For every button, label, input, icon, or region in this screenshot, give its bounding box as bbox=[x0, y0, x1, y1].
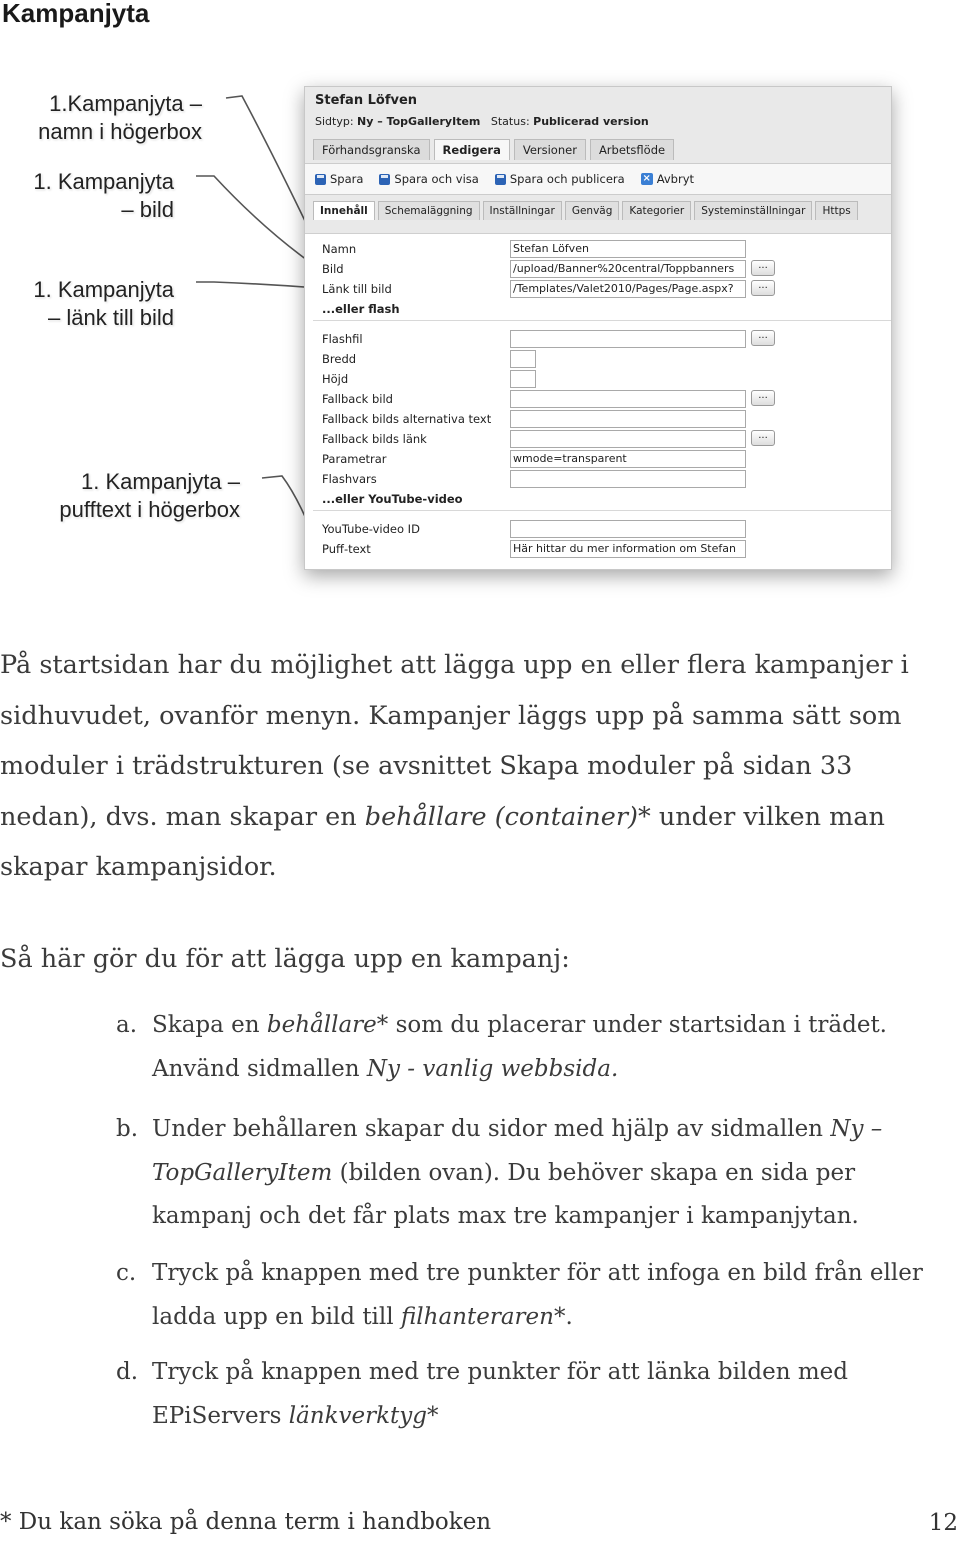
field-label: Puff-text bbox=[322, 542, 371, 556]
field-row-flashfile bbox=[305, 330, 891, 350]
text-run: Tryck på knappen med tre punkter för att infoga en bild från eller ladda upp en bild till bbox=[152, 1260, 923, 1330]
text-run: Under behållaren skapar du sidor med hjälp av sidmallen bbox=[152, 1116, 831, 1142]
image-link-input[interactable]: /Templates/Valet2010/Pages/Page.aspx? bbox=[510, 280, 746, 298]
page-owner-name: Stefan Löfven bbox=[315, 93, 418, 108]
page-number: 12 bbox=[928, 1510, 958, 1536]
close-icon: × bbox=[642, 173, 651, 184]
steps-heading: Så här gör du för att lägga upp en kampanj: bbox=[0, 944, 570, 974]
field-label: Länk till bild bbox=[322, 282, 392, 296]
divider bbox=[313, 320, 891, 321]
section-label: ...eller YouTube-video bbox=[322, 492, 463, 506]
name-input[interactable]: Stefan Löfven bbox=[510, 240, 746, 258]
emphasis: Ny – TopGalleryItem bbox=[152, 1116, 883, 1186]
field-label: Höjd bbox=[322, 372, 349, 386]
save-button[interactable] bbox=[315, 172, 363, 186]
content-tabs bbox=[313, 201, 861, 220]
save-label: Spara bbox=[330, 172, 364, 186]
callout-line: – bild bbox=[121, 197, 174, 222]
tab-settings[interactable]: Inställningar bbox=[483, 201, 562, 220]
emphasis: Ny - vanlig webbsida. bbox=[366, 1055, 619, 1082]
field-label: Parametrar bbox=[322, 452, 387, 466]
browse-flashfile-button[interactable]: ... bbox=[751, 330, 775, 346]
field-label: Flashfil bbox=[322, 332, 363, 346]
emphasis: länkverktyg* bbox=[288, 1402, 439, 1429]
page-heading: Kampanjyta bbox=[2, 0, 150, 28]
field-row-youtube bbox=[305, 520, 891, 540]
field-row-height bbox=[305, 370, 891, 390]
callout-line: pufftext i högerbox bbox=[59, 497, 240, 522]
save-and-publish-button[interactable] bbox=[495, 172, 625, 186]
flashfile-input[interactable] bbox=[510, 330, 746, 348]
step-letter: b. bbox=[116, 1116, 139, 1142]
field-label: Fallback bild bbox=[322, 392, 393, 406]
text-run: Skapa en bbox=[152, 1012, 267, 1038]
cancel-label: Avbryt bbox=[656, 172, 695, 186]
field-label: Bild bbox=[322, 262, 344, 276]
field-row-width bbox=[305, 350, 891, 370]
parameters-input[interactable]: wmode=transparent bbox=[510, 450, 746, 468]
footnote: * Du kan söka på denna term i handboken bbox=[0, 1509, 492, 1535]
fallback-image-input[interactable] bbox=[510, 390, 746, 408]
tab-https[interactable]: Https bbox=[815, 201, 857, 220]
tab-scheduling[interactable]: Schemaläggning bbox=[378, 201, 480, 220]
field-label: Bredd bbox=[322, 352, 357, 366]
field-row-name bbox=[305, 240, 891, 260]
text-run: * som du placerar under startsidan i trädet. Använd sidmallen bbox=[152, 1012, 887, 1082]
text-run: * under vilken man skapar kampanjsidor. bbox=[0, 801, 885, 882]
text-run: *. bbox=[553, 1303, 573, 1330]
save-and-view-button[interactable] bbox=[379, 172, 478, 186]
field-row-fallback-image bbox=[305, 390, 891, 410]
save-icon bbox=[379, 174, 390, 185]
field-label: Namn bbox=[322, 242, 357, 256]
status-label: Status: bbox=[490, 115, 530, 128]
youtube-id-input[interactable] bbox=[510, 520, 746, 538]
height-input[interactable] bbox=[510, 370, 536, 388]
action-toolbar bbox=[305, 163, 891, 195]
tab-versions[interactable]: Versioner bbox=[514, 139, 586, 160]
browse-link-button[interactable]: ... bbox=[751, 280, 775, 296]
tab-shortcut[interactable]: Genväg bbox=[565, 201, 620, 220]
field-label: Flashvars bbox=[322, 472, 377, 486]
intro-paragraph bbox=[0, 640, 930, 893]
emphasis: filhanteraren bbox=[400, 1303, 554, 1330]
fallback-alt-input[interactable] bbox=[510, 410, 746, 428]
browse-image-button[interactable]: ... bbox=[751, 260, 775, 276]
field-label: YouTube-video ID bbox=[322, 522, 420, 536]
field-label: Fallback bilds länk bbox=[322, 432, 427, 446]
tab-system-settings[interactable]: Systeminställningar bbox=[694, 201, 812, 220]
callout-line: 1.Kampanjyta – bbox=[49, 91, 202, 116]
callout-line: – länk till bild bbox=[48, 305, 174, 330]
section-label: ...eller flash bbox=[322, 302, 400, 316]
save-icon bbox=[495, 174, 506, 185]
cancel-button[interactable] bbox=[641, 172, 694, 186]
page-type-value: Ny – TopGalleryItem bbox=[357, 115, 481, 128]
tab-preview[interactable]: Förhandsgranska bbox=[313, 139, 430, 160]
connector-link bbox=[196, 282, 318, 288]
save-and-publish-label: Spara och publicera bbox=[509, 172, 625, 186]
tab-categories[interactable]: Kategorier bbox=[622, 201, 691, 220]
browse-fallback-link-button[interactable]: ... bbox=[751, 430, 775, 446]
callout-line: namn i högerbox bbox=[38, 119, 202, 144]
text-run: På startsidan har du möjlighet att lägga upp en eller flera kampanjer i sidhuvudet, ovanför menyn. Kampanjer läggs upp på samma sätt som moduler i trädstrukturen (se avsnittet Skapa moduler på sidan 33 nedan), dvs. man skapar en bbox=[0, 650, 909, 832]
tab-edit[interactable]: Redigera bbox=[434, 139, 510, 160]
text-run: Tryck på knappen med tre punkter för att länka bilden med EPiServers bbox=[152, 1359, 848, 1429]
field-row-puff bbox=[305, 540, 891, 560]
cms-screenshot bbox=[304, 86, 892, 570]
tab-workflow[interactable]: Arbetsflöde bbox=[590, 139, 674, 160]
divider bbox=[313, 510, 891, 511]
section-flash bbox=[305, 300, 891, 320]
save-and-view-label: Spara och visa bbox=[394, 172, 479, 186]
step-letter: a. bbox=[116, 1012, 138, 1038]
top-tabs bbox=[313, 139, 678, 160]
connector-image bbox=[196, 176, 318, 268]
text-run: (bilden ovan). Du behöver skapa en sida per kampanj och det får plats max tre kampanjer i kampanjytan. bbox=[152, 1159, 859, 1229]
status-value: Publicerad version bbox=[533, 115, 649, 128]
callout-line: 1. Kampanjyta – bbox=[81, 469, 240, 494]
emphasis: behållare bbox=[266, 1012, 377, 1038]
cms-header bbox=[305, 87, 891, 234]
field-row-flashvars bbox=[305, 470, 891, 490]
step-text bbox=[152, 1004, 957, 1091]
width-input[interactable] bbox=[510, 350, 536, 368]
step-text bbox=[152, 1252, 957, 1339]
page-meta bbox=[315, 115, 649, 128]
field-row-image bbox=[305, 260, 891, 280]
callout-line: 1. Kampanjyta bbox=[33, 169, 174, 194]
step-text bbox=[152, 1108, 957, 1239]
save-icon bbox=[315, 174, 326, 185]
section-youtube bbox=[305, 490, 891, 510]
emphasis: behållare (container) bbox=[364, 801, 638, 832]
image-input[interactable]: /upload/Banner%20central/Toppbanners bbox=[510, 260, 746, 278]
fallback-link-input[interactable] bbox=[510, 430, 746, 448]
puff-text-input[interactable]: Här hittar du mer information om Stefan bbox=[510, 540, 746, 558]
page-type-label: Sidtyp: bbox=[315, 115, 354, 128]
flashvars-input[interactable] bbox=[510, 470, 746, 488]
step-letter: d. bbox=[116, 1359, 139, 1385]
field-label: Fallback bilds alternativa text bbox=[322, 412, 492, 426]
field-row-link bbox=[305, 280, 891, 300]
field-row-parameters bbox=[305, 450, 891, 470]
step-text bbox=[152, 1351, 957, 1438]
field-row-fallback-link bbox=[305, 430, 891, 450]
step-letter: c. bbox=[116, 1260, 137, 1286]
field-row-fallback-alt bbox=[305, 410, 891, 430]
tab-content[interactable]: Innehåll bbox=[313, 201, 375, 220]
browse-fallback-image-button[interactable]: ... bbox=[751, 390, 775, 406]
callout-line: 1. Kampanjyta bbox=[33, 277, 174, 302]
